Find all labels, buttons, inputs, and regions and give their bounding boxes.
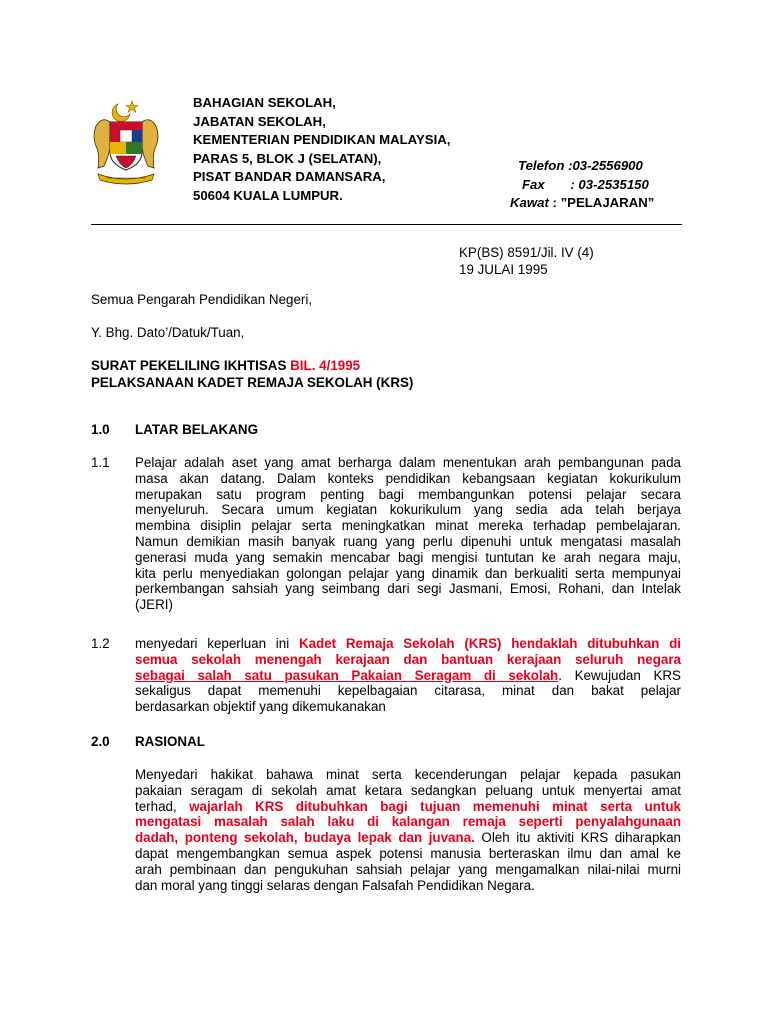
circular-number: BIL. 4/1995 bbox=[290, 358, 361, 373]
reference-block bbox=[459, 244, 594, 278]
kawat: Kawat : ”PELAJARAN” bbox=[510, 195, 655, 211]
paragraph-1-2: menyedari keperluan ini Kadet Remaja Sekolah (KRS) hendaklah ditubuhkan di semua sekolah menengah kerajaan dan bantuan kerajaan seluruh negara sebagai salah satu pasukan Pakaian Seragam di sekolah. Kewujudan KRS sekaligus dapat memenuhi kepelbagaian citarasa, minat dan bakat pelajar berdasarkan objektif yang dikemukanakan bbox=[135, 636, 681, 715]
reference-number: KP(BS) 8591/Jil. IV (4) bbox=[459, 245, 594, 260]
section-number: 2.0 bbox=[91, 734, 110, 749]
address-line: PARAS 5, BLOK J (SELATAN), bbox=[193, 150, 382, 166]
paragraph-2: Menyedari hakikat bahawa minat serta kecenderungan pelajar kepada pasukan pakaian seragam di sekolah amat ketara sedangkan peluang untuk menyertai amat terhad, wajarlah KRS ditubuhkan bagi tujuan memenuhi minat serta untuk mengatasi masalah salah laku di kalangan remaja seperti penyalahgunaan dadah, ponteng sekolah, budaya lepak dan juvana. Oleh itu aktiviti KRS diharapkan dapat mengembangkan semua aspek potensi manusia berteraskan ilmu dan amal ke arah pembinaan dan pengukuhan sahsiah pelajar yang mengamalkan nilai-nilai murni dan moral yang tinggi selaras dengan Falsafah Pendidikan Negara. bbox=[135, 767, 681, 893]
paragraph-number: 1.1 bbox=[91, 455, 110, 470]
header-divider bbox=[91, 224, 682, 225]
section-title: RASIONAL bbox=[135, 734, 205, 749]
telefon: Telefon :03-2556900 bbox=[518, 158, 643, 173]
fax: Fax : 03-2535150 bbox=[522, 176, 649, 192]
letter-date: 19 JULAI 1995 bbox=[459, 262, 548, 277]
address-line: KEMENTERIAN PENDIDIKAN MALAYSIA, bbox=[193, 132, 451, 148]
section-number: 1.0 bbox=[91, 422, 110, 437]
salutation-recipient: Semua Pengarah Pendidikan Negeri, bbox=[91, 292, 313, 307]
paragraph-1-1: Pelajar adalah aset yang amat berharga dalam menentukan arah pembangunan pada masa akan datang. Dalam konteks pendidikan kebangsaan kegiatan kokurikulum merupakan satu program penting bagi membangunkan potensi pelajar secara menyeluruh. Secara umum kegiatan kokurikulum yang sedia ada telah berjaya membina disiplin pelajar serta meningkatkan minat mereka terhadap pembelajaran. Namun demikian masih banyak ruang yang perlu dipenuhi untuk mengatasi masalah generasi muda yang semakin mencabar bagi mengisi tuntutan ke arah negara maju, kita perlu menyediakan golongan pelajar yang dinamik dan berkualiti serta mempunyai perkembangan sahsiah yang seimbang dari segi Jasmani, Emosi, Rohani, dan Intelak (JERI) bbox=[135, 455, 681, 613]
section-title: LATAR BELAKANG bbox=[135, 422, 258, 437]
contact-info bbox=[510, 157, 654, 213]
subject: SURAT PEKELILING IKHTISAS BIL. 4/1995 PELAKSANAAN KADET REMAJA SEKOLAH (KRS) bbox=[91, 358, 414, 390]
malaysia-crest-logo bbox=[92, 98, 160, 190]
paragraph-number: 1.2 bbox=[91, 636, 110, 651]
address-line: JABATAN SEKOLAH, bbox=[193, 113, 326, 129]
sender-address bbox=[193, 94, 450, 206]
address-line: 50604 KUALA LUMPUR. bbox=[193, 187, 343, 203]
address-line: PISAT BANDAR DAMANSARA, bbox=[193, 169, 386, 185]
salutation-greeting: Y. Bhg. Dato’/Datuk/Tuan, bbox=[91, 325, 245, 340]
address-line: BAHAGIAN SEKOLAH, bbox=[193, 95, 336, 110]
